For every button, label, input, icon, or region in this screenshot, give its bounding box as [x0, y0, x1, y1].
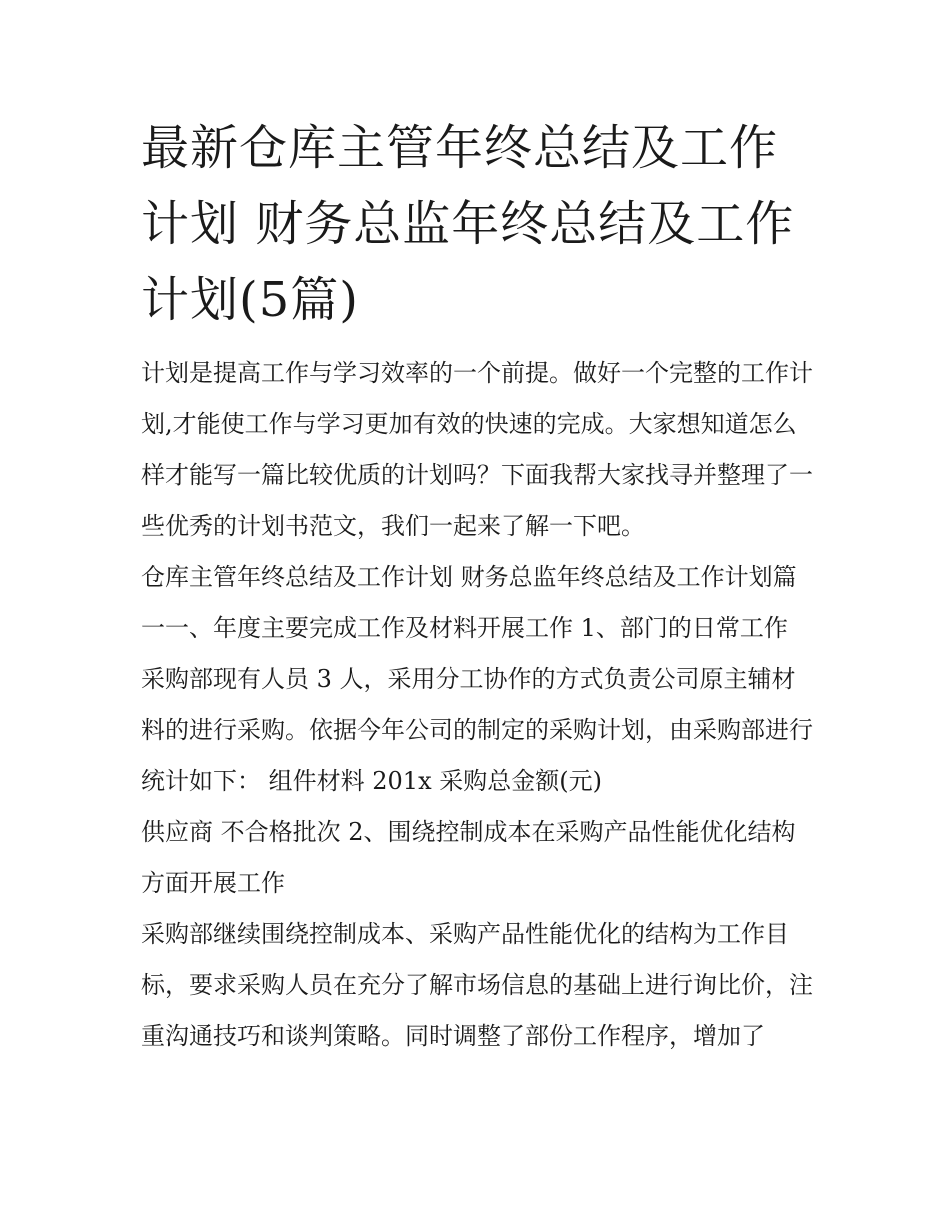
paragraph-work-target: 采购部继续围绕控制成本、采购产品性能优化的结构为工作目标，要求采购人员在充分了解市场信息的基础上进行询比价，注重沟通技巧和谈判策略。同时调整了部份工作程序，增加了 — [141, 920, 813, 1050]
paragraph-cost-control: 供应商 不合格批次 2、围绕控制成本在采购产品性能优化结构方面开展工作 — [141, 818, 796, 897]
document-title: 最新仓库主管年终总结及工作计划 财务总监年终总结及工作计划(5篇) — [141, 120, 795, 328]
paragraph-intro: 计划是提高工作与学习效率的一个前提。做好一个完整的工作计划,才能使工作与学习更加有效的快速的完成。大家想知道怎么样才能写一篇比较优质的计划吗？下面我帮大家找寻并整理了一些优秀的计划书范文，我们一起来了解一下吧。 — [141, 359, 813, 540]
paragraph-section-heading: 仓库主管年终总结及工作计划 财务总监年终总结及工作计划篇一一、年度主要完成工作及材料开展工作 1、部门的日常工作 — [141, 563, 797, 642]
paragraph-purchasing-staff: 采购部现有人员 3 人，采用分工协作的方式负责公司原主辅材料的进行采购。依据今年公司的制定的采购计划，由采购部进行统计如下： 组件材料 201x 采购总金额(元) — [141, 665, 813, 795]
document-body — [141, 110, 816, 1062]
